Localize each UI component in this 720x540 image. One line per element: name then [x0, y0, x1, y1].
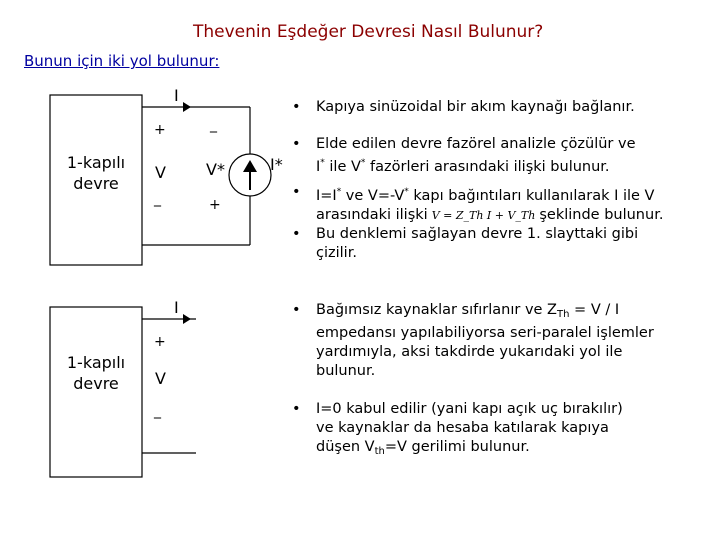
current-arrow-2 — [183, 314, 191, 324]
source-minus-sign: _ — [210, 117, 217, 133]
source-plus-sign: + — [209, 197, 221, 213]
source-arrow — [243, 160, 257, 172]
box-label-line1: 1-kapılı — [66, 353, 126, 372]
box-label-line1: 1-kapılı — [66, 153, 126, 172]
method2-bullets — [292, 301, 712, 461]
method1-bullet-1: • Kapıya sinüzoidal bir akım kaynağı bağlanır. — [292, 98, 712, 117]
method2-bullet-1: • Bağımsız kaynaklar sıfırlanır ve $Z_{Th} = V / I$ empedansı yapılabiliyorsa seri-paralel işlemler yardımıyla, aksi takdirde yukarıdaki yol ile bulunur. — [292, 301, 712, 381]
voltage-label-1: V — [155, 163, 166, 182]
plus-sign-2: + — [154, 334, 166, 350]
one-port-label-2 — [50, 352, 142, 394]
voltage-label-2: V — [155, 369, 166, 388]
page-title: Thevenin Eşdeğer Devresi Nasıl Bulunur? — [193, 22, 544, 42]
current-label-1: I — [174, 86, 179, 105]
box-label-line2: devre — [73, 374, 119, 393]
method1-bullets — [292, 98, 712, 263]
thevenin-equation: V = Z_Th I + V_Th — [431, 209, 536, 222]
one-port-label-1 — [50, 152, 142, 194]
current-label-2: I — [174, 298, 179, 317]
method1-bullet-3: • I=I* ve V=-V* kapı bağıntıları kullanılarak I ile V arasındaki ilişki V = Z_Th I + V_Th şeklinde bulunur. — [292, 183, 712, 225]
source-voltage-label: V* — [206, 160, 225, 179]
plus-sign-1: + — [154, 122, 166, 138]
page-subtitle: Bunun için iki yol bulunur: — [24, 52, 220, 70]
method1-bullet-4: • Bu denklemi sağlayan devre 1. slayttaki gibi çizilir. — [292, 225, 712, 263]
minus-sign-2: _ — [154, 403, 161, 419]
box-label-line2: devre — [73, 174, 119, 193]
current-arrow-1 — [183, 102, 191, 112]
method2-bullet-2: • I=0 kabul edilir (yani kapı açık uç bırakılır) ve kaynaklar da hesaba katılarak kapıya düşen $V_{th}=V$ gerilimi bulunur. — [292, 400, 712, 461]
minus-sign-1: _ — [154, 191, 161, 207]
method1-bullet-2: • Elde edilen devre fazörel analizle çözülür ve I* ile V* fazörleri arasındaki ilişki bulunur. — [292, 135, 712, 177]
source-current-label: I* — [270, 155, 283, 174]
